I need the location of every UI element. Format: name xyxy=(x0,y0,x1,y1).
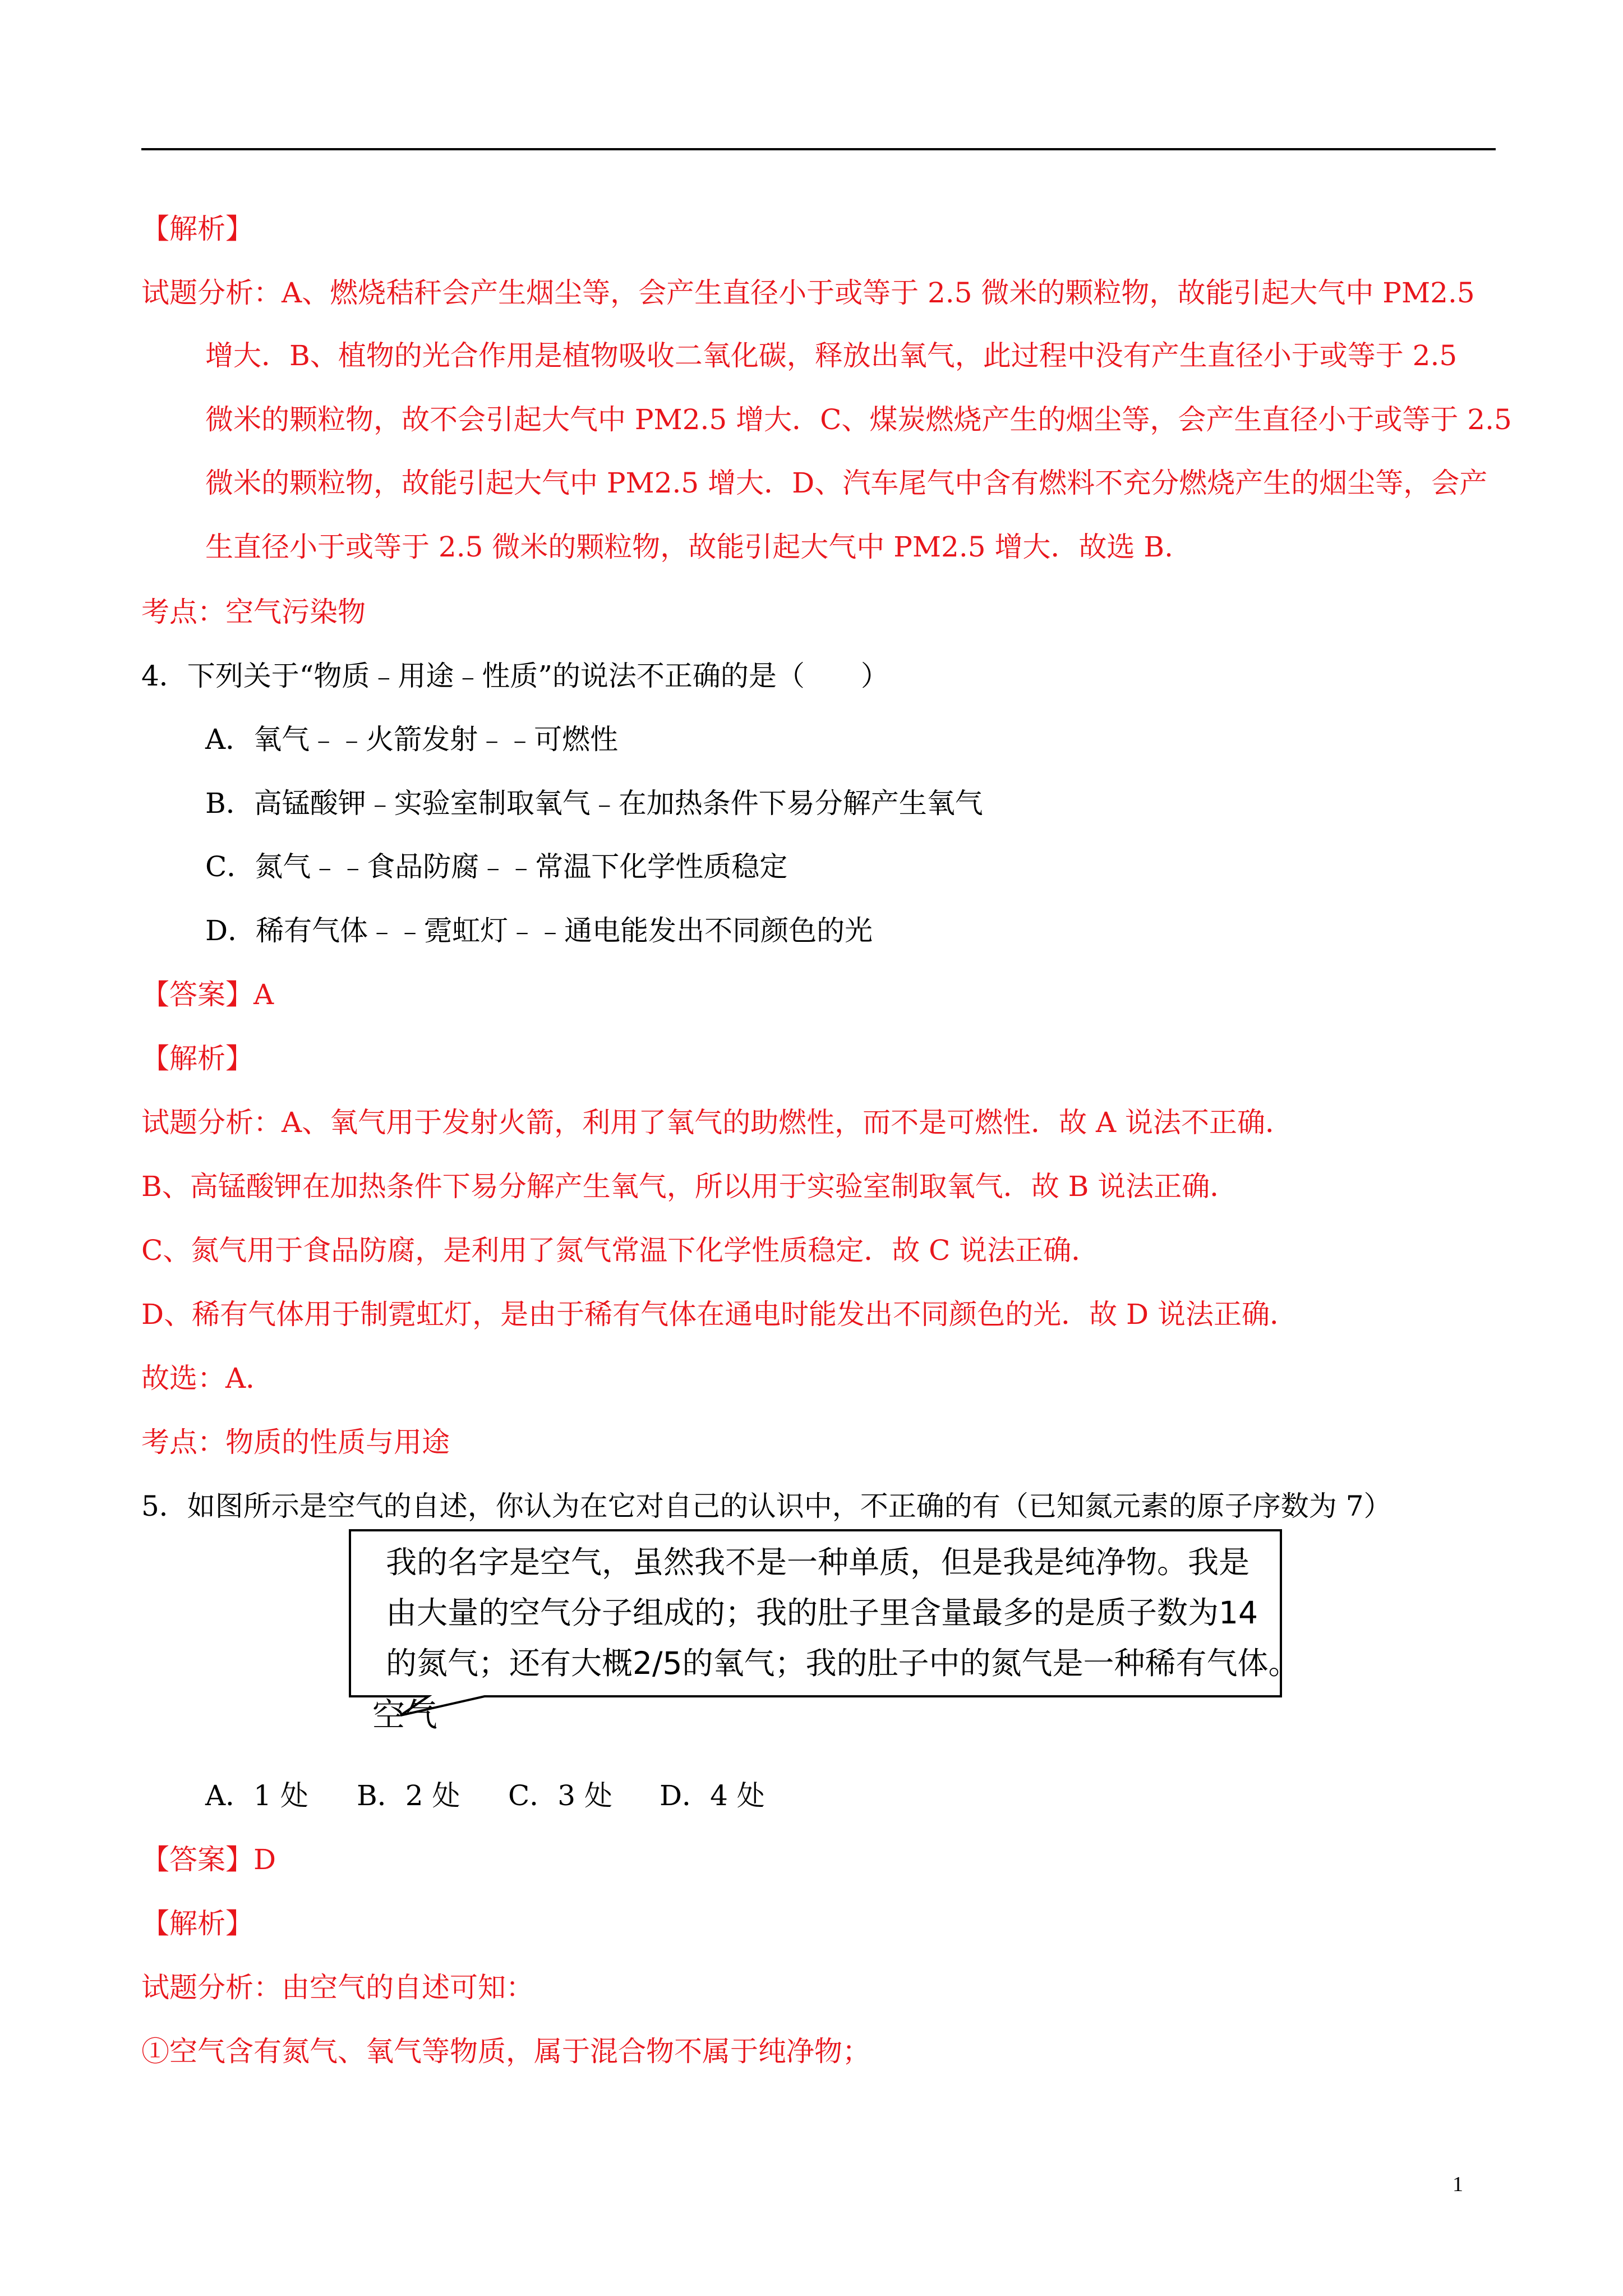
page-number: 1 xyxy=(1453,2173,1463,2196)
figure-text-line: 的氮气；还有大概2/5的氧气；我的肚子中的氮气是一种稀有气体。 xyxy=(386,1645,1299,1681)
question-stem: 5．如图所示是空气的自述，你认为在它对自己的认识中，不正确的有（已知氮元素的原子序数为 7） xyxy=(141,1490,1392,1522)
analysis-line: 微米的颗粒物，故能引起大气中 PM2.5 增大．D、汽车尾气中含有燃料不充分燃烧产生的烟尘等，会产 xyxy=(205,467,1488,499)
analysis-line: 试题分析：A、燃烧秸秆会产生烟尘等，会产生直径小于或等于 2.5 微米的颗粒物，故能引起大气中 PM2.5 xyxy=(141,277,1475,309)
analysis-line: 微米的颗粒物，故不会引起大气中 PM2.5 增大．C、煤炭燃烧产生的烟尘等，会产生直径小于或等于 2.5 xyxy=(205,403,1512,436)
analysis-heading: 【解析】 xyxy=(141,1042,253,1075)
speech-bubble-figure xyxy=(350,1530,1299,1734)
analysis-line: 试题分析：A、氧气用于发射火箭，利用了氧气的助燃性，而不是可燃性．故 A 说法不正确． xyxy=(141,1106,1294,1139)
kaodian: 考点：物质的性质与用途 xyxy=(141,1426,450,1458)
option-a: A．氧气﹣﹣火箭发射﹣﹣可燃性 xyxy=(205,723,619,756)
analysis-line: 故选：A． xyxy=(141,1362,274,1395)
figure-text-line: 由大量的空气分子组成的；我的肚子里含量最多的是质子数为14 xyxy=(386,1595,1258,1631)
choice-a: A．1 处 xyxy=(205,1779,308,1812)
option-b: B．高锰酸钾﹣实验室制取氧气﹣在加热条件下易分解产生氧气 xyxy=(205,787,983,820)
analysis-line: 生直径小于或等于 2.5 微米的颗粒物，故能引起大气中 PM2.5 增大．故选 B. xyxy=(205,531,1173,563)
analysis-line: D、稀有气体用于制霓虹灯，是由于稀有气体在通电时能发出不同颜色的光．故 D 说法正确． xyxy=(141,1298,1298,1331)
question-stem: 4．下列关于“物质﹣用途﹣性质”的说法不正确的是（ ） xyxy=(141,660,889,692)
analysis-line: 试题分析：由空气的自述可知： xyxy=(141,1971,534,2004)
choice-b: B．2 处 xyxy=(357,1779,460,1812)
analysis-line: C、氮气用于食品防腐，是利用了氮气常温下化学性质稳定．故 C 说法正确． xyxy=(141,1234,1100,1267)
answer: 【答案】A xyxy=(141,978,274,1011)
figure-text-line: 我的名字是空气，虽然我不是一种单质，但是我是纯净物。我是 xyxy=(386,1544,1250,1580)
option-c: C．氮气﹣﹣食品防腐﹣﹣常温下化学性质稳定 xyxy=(205,850,788,883)
choice-d: D．4 处 xyxy=(660,1779,765,1812)
analysis-line: B、高锰酸钾在加热条件下易分解产生氧气，所以用于实验室制取氧气．故 B 说法正确． xyxy=(141,1170,1238,1203)
header-rule xyxy=(141,148,1496,150)
analysis-line: 增大．B、植物的光合作用是植物吸收二氧化碳，释放出氧气，此过程中没有产生直径小于或等于 2.5 xyxy=(205,339,1458,372)
answer: 【答案】D xyxy=(141,1843,276,1876)
choice-c: C．3 处 xyxy=(508,1779,612,1812)
analysis-heading: 【解析】 xyxy=(141,1907,253,1940)
analysis-line: ①空气含有氮气、氧气等物质，属于混合物不属于纯净物； xyxy=(141,2035,870,2068)
choices-row xyxy=(205,1779,765,1812)
analysis-heading: 【解析】 xyxy=(141,213,253,245)
figure-label: 空气 xyxy=(372,1696,438,1734)
kaodian: 考点：空气污染物 xyxy=(141,596,366,628)
option-d: D．稀有气体﹣﹣霓虹灯﹣﹣通电能发出不同颜色的光 xyxy=(205,914,873,947)
